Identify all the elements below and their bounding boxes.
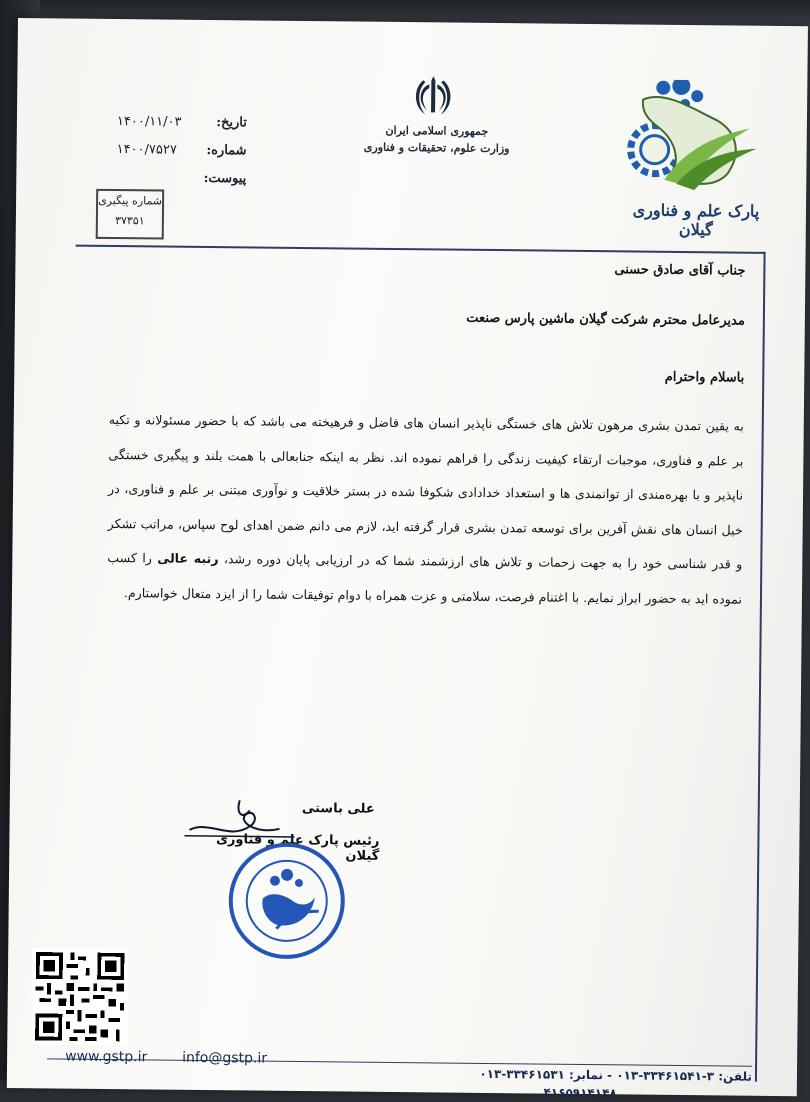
body-highlight: رتبه عالی [157,550,219,567]
park-name: پارک علم و فناوری گیلان [632,200,760,240]
recipient-title: مدیرعامل محترم شرکت گیلان ماشین پارس صنعت [466,310,745,329]
ministry-line-2: وزارت علوم، تحقیقات و فناوری [363,140,510,156]
attachment-label: پیوست: [203,170,247,186]
letter-meta [116,107,247,192]
number-value: ۱۴۰۰/۷۵۲۷ [116,141,177,158]
number-label: شماره: [206,142,247,158]
attachment-row [116,163,246,192]
tracking-label: شماره پیگیری [98,193,163,208]
date-row [117,107,247,136]
qr-code-icon [31,948,128,1045]
footer-email-link[interactable]: info@gstp.ir [182,1049,268,1067]
signer-title: رئیس پارک علم و فناوری گیلان [215,832,380,864]
frame-top-line [76,245,766,254]
letter-body [107,403,744,617]
tracking-box [96,189,165,240]
tracking-value: ۳۷۳۵۱ [115,214,145,228]
number-row [116,135,246,164]
park-logo-icon [624,79,765,200]
footer-website-link[interactable]: www.gstp.ir [65,1048,148,1066]
frame-right-line [755,252,766,1082]
iran-emblem-icon [409,72,458,121]
ministry-heading [362,122,512,158]
signer-name: علی باستی [301,801,375,817]
body-part-1: به یقین تمدن بشری مرهون تلاش های خستگی ناپذیر انسان های فاضل و فرهیخته می باشد که با حضور مسئولانه و تکیه بر علم و فناوری، موجبات ارتقاء کیفیت زندگی را فراهم نموده اند. نظر به اینکه جنابعالی با همت بلند و پیگیری خستگی ناپذیر و با بهره‌مندی از توانمندی ها و استعداد خدادادی شکوفا شده در بستر خلاقیت و نوآوری مبتنی بر علم و فناوری، در خیل انسان های نقش آفرین برای توسعه تمدن بشری قرار گرفته اید، لازم می دانم ضمن اهدای لوح سپاس، مراتب تشکر و قدر شناسی خود را به جهت زحمات و تلاش های ارزشمند شما که در ارزیابی پایان دوره رشد، [107,411,744,572]
footer-telephone: تلفن: ۳-۳۳۴۶۱۵۴۱-۰۱۳ - نمابر: ۳۳۴۶۱۵۳۱-۰۱۳ [479,1066,753,1084]
footer-rule [47,1058,752,1066]
ministry-line-1: جمهوری اسلامی ایران [385,123,489,138]
date-value: ۱۴۰۰/۱۱/۰۳ [116,113,182,130]
official-stamp-icon [226,840,347,961]
recipient-name: جناب آقای صادق حسنی [614,262,746,279]
footer-address: ۴۱۶۵۹۱۴۱۴۸ [543,1085,617,1101]
letter-page [7,18,808,1101]
date-label: تاریخ: [216,114,247,130]
body-part-2: را کسب نموده اید به حضور ابراز نمایم. با اغتنام فرصت، سلامتی و عزت همراه با دوام توفیقات شما را از ایزد متعال خواستارم. [107,549,743,607]
greeting: باسلام واحترام [664,369,745,386]
